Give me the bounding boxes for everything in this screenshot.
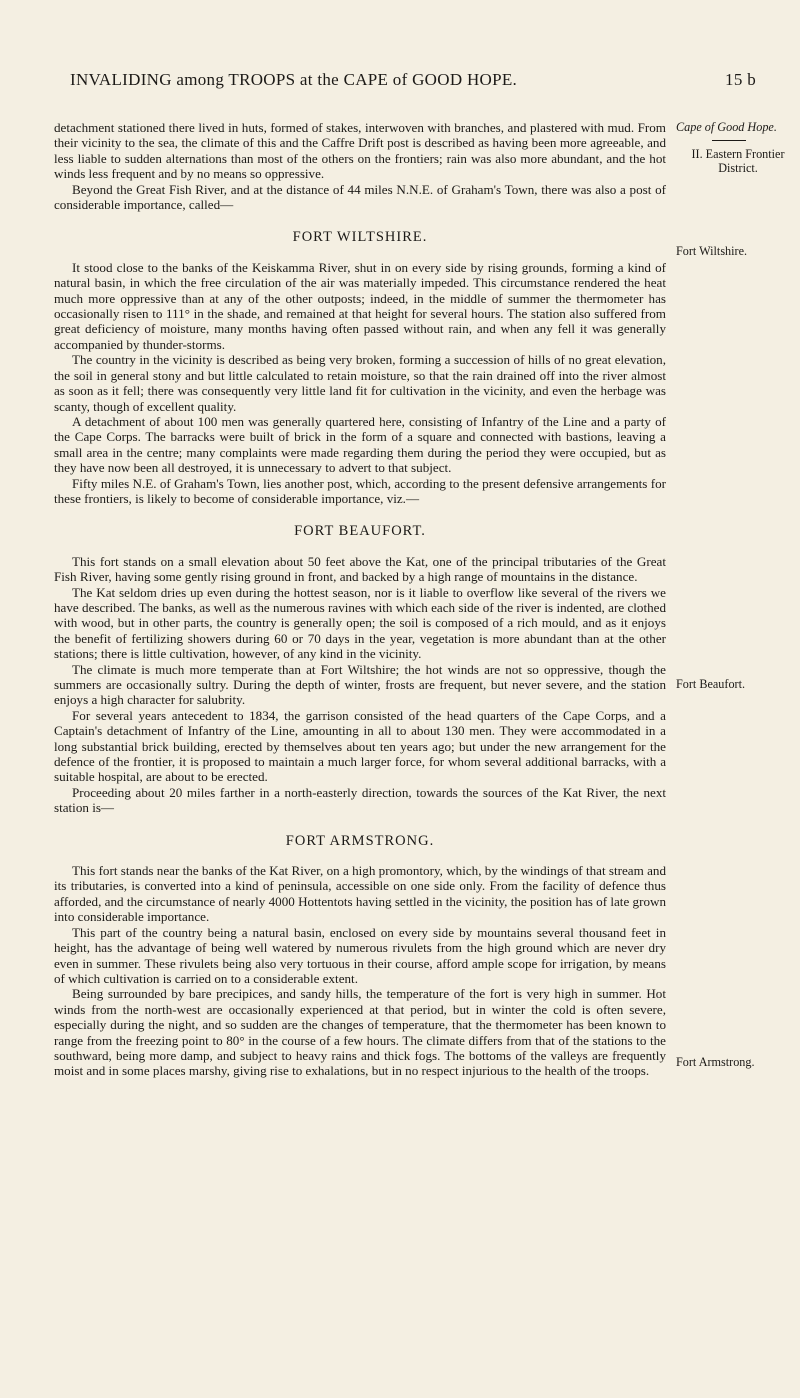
paragraph: This part of the country being a natural basin, enclosed on every side by mountains several thousand feet in height, has the advantage of being well watered by numerous rivulets from the high ground which are never dry even in summer. These rivulets being also very tortuous in their course, afford ample scope for irrigation, by means of which cultivation is carried on to a considerable extent. bbox=[54, 924, 666, 986]
paragraph: A detachment of about 100 men was generally quartered here, consisting of Infantry of the Line and a party of the Cape Corps. The barracks were built of brick in the form of a square and connected with bastions, leaving a small area in the centre; many complaints were made regarding them during the period they were occupied, but as they have now been all destroyed, it is unnecessary to advert to that subject. bbox=[54, 413, 666, 476]
running-head-title: INVALIDING among TROOPS at the CAPE of GOOD HOPE. bbox=[70, 70, 518, 89]
paragraph: Being surrounded by bare precipices, and sandy hills, the temperature of the fort is very high in summer. Hot winds from the north-west are occasionally experienced at that period, but in winter the cold is often severe, especially during the night, and so sudden are the changes of temperature, that the thermometer has been known to range from the freezing point to 80° in the course of a few hours. The climate differs from that of the stations to the southward, being more damp, and subject to heavy rains and thick fogs. The bottoms of the valleys are frequently moist and in some places marshy, giving rise to exhalations, but in no respect injurious to the health of the troops. bbox=[54, 986, 666, 1079]
paragraph: It stood close to the banks of the Keiskamma River, shut in on every side by rising grounds, forming a kind of natural basin, in which the free circulation of the air was materially impeded. This circumstance rendered the heat much more oppressive than at any of the other outposts; indeed, in the middle of summer the thermometer has occasionally risen to 111° in the shade, and remained at that height for several hours. The station also suffered from great deficiency of moisture, many months having often passed without rain, and when any fell it was generally accompanied by thunder-storms. bbox=[54, 259, 666, 352]
paragraph: The Kat seldom dries up even during the hottest season, nor is it liable to overflow like several of the rivers we have described. The banks, as well as the numerous ravines with which each side of the river is indented, are clothed with wood, but in other parts, the country is generally open; the soil is composed of a rich mould, and as it enjoys the benefit of fertilizing showers during 60 or 70 days in the year, vegetation is more abundant than at the other stations; there is little cultivation, however, of any kind in the vicinity. bbox=[54, 584, 666, 662]
section-heading-fort-beaufort: FORT BEAUFORT. bbox=[294, 523, 426, 540]
paragraph: For several years antecedent to 1834, the garrison consisted of the head quarters of the Cape Corps, and a Captain's detachment of Infantry of the Line, amounting in all to about 130 men. They were accommodated in a long substantial brick building, erected by themselves about ten years ago; but under the new arrangement for the defence of the frontier, it is proposed to maintain a much larger force, for whom several additional barracks, with a suitable hospital, are about to be erected. bbox=[54, 707, 666, 785]
paragraph: The climate is much more temperate than at Fort Wiltshire; the hot winds are not so oppressive, though the summers are occasionally sultry. During the depth of winter, frosts are frequent, but never severe, and the station enjoys a high character for salubrity. bbox=[54, 661, 666, 708]
body-text bbox=[54, 120, 666, 1079]
margin-note-beaufort: Fort Beaufort. bbox=[676, 677, 746, 691]
paragraph: Proceeding about 20 miles farther in a north-easterly direction, towards the sources of the Kat River, the next station is— bbox=[54, 784, 666, 816]
paragraph: Fifty miles N.E. of Graham's Town, lies another post, which, according to the present defensive arrangements for these frontiers, is likely to become of considerable importance, viz.— bbox=[54, 475, 666, 506]
paragraph: The country in the vicinity is described as being very broken, forming a succession of hills of no great elevation, the soil in general stony and but little calculated to retain moisture, so that the rain drained off into the river almost as soon as it fell; there was consequently very little land fit for cultivation in the vicinity, and even the herbage was scanty, though of excellent quality. bbox=[54, 352, 666, 414]
paragraph: This fort stands near the banks of the Kat River, on a high promontory, which, by the windings of that stream and its tributaries, is converted into a kind of peninsula, accessible on one side only. From the facility of defence thus afforded, and the circumstance of nearly 4000 Hottentots having settled in the vicinity, the position has of late grown into considerable importance. bbox=[54, 863, 666, 925]
margin-rule bbox=[712, 140, 746, 141]
margin-note-armstrong: Fort Armstrong. bbox=[676, 1055, 755, 1069]
margin-note-wiltshire: Fort Wiltshire. bbox=[676, 244, 748, 258]
margin-note-colony bbox=[676, 120, 800, 175]
margin-note-district: II. Eastern Frontier District. bbox=[691, 147, 785, 175]
paragraph: This fort stands on a small elevation about 50 feet above the Kat, one of the principal tributaries of the Great Fish River, having some gently rising ground in front, and backed by a high range of mountains in the distance. bbox=[54, 553, 666, 585]
paragraph: detachment stationed there lived in huts, formed of stakes, interwoven with branches, and plastered with mud. From their vicinity to the sea, the climate of this and the Caffre Drift post is described as having been more agreeable, and less liable to sudden alternations than most of the others on the frontiers; rain was also more abundant, and the hot winds less frequent and by no means so oppressive. bbox=[54, 120, 666, 182]
margin-note-colony-text: Cape of Good Hope. bbox=[676, 120, 777, 134]
page-number: 15 b bbox=[725, 70, 756, 89]
section-heading-fort-wiltshire: FORT WILTSHIRE. bbox=[292, 229, 428, 246]
section-heading-fort-armstrong: FORT ARMSTRONG. bbox=[285, 832, 435, 849]
paragraph: Beyond the Great Fish River, and at the distance of 44 miles N.N.E. of Graham's Town, there was also a post of considerable importance, called— bbox=[54, 181, 666, 213]
